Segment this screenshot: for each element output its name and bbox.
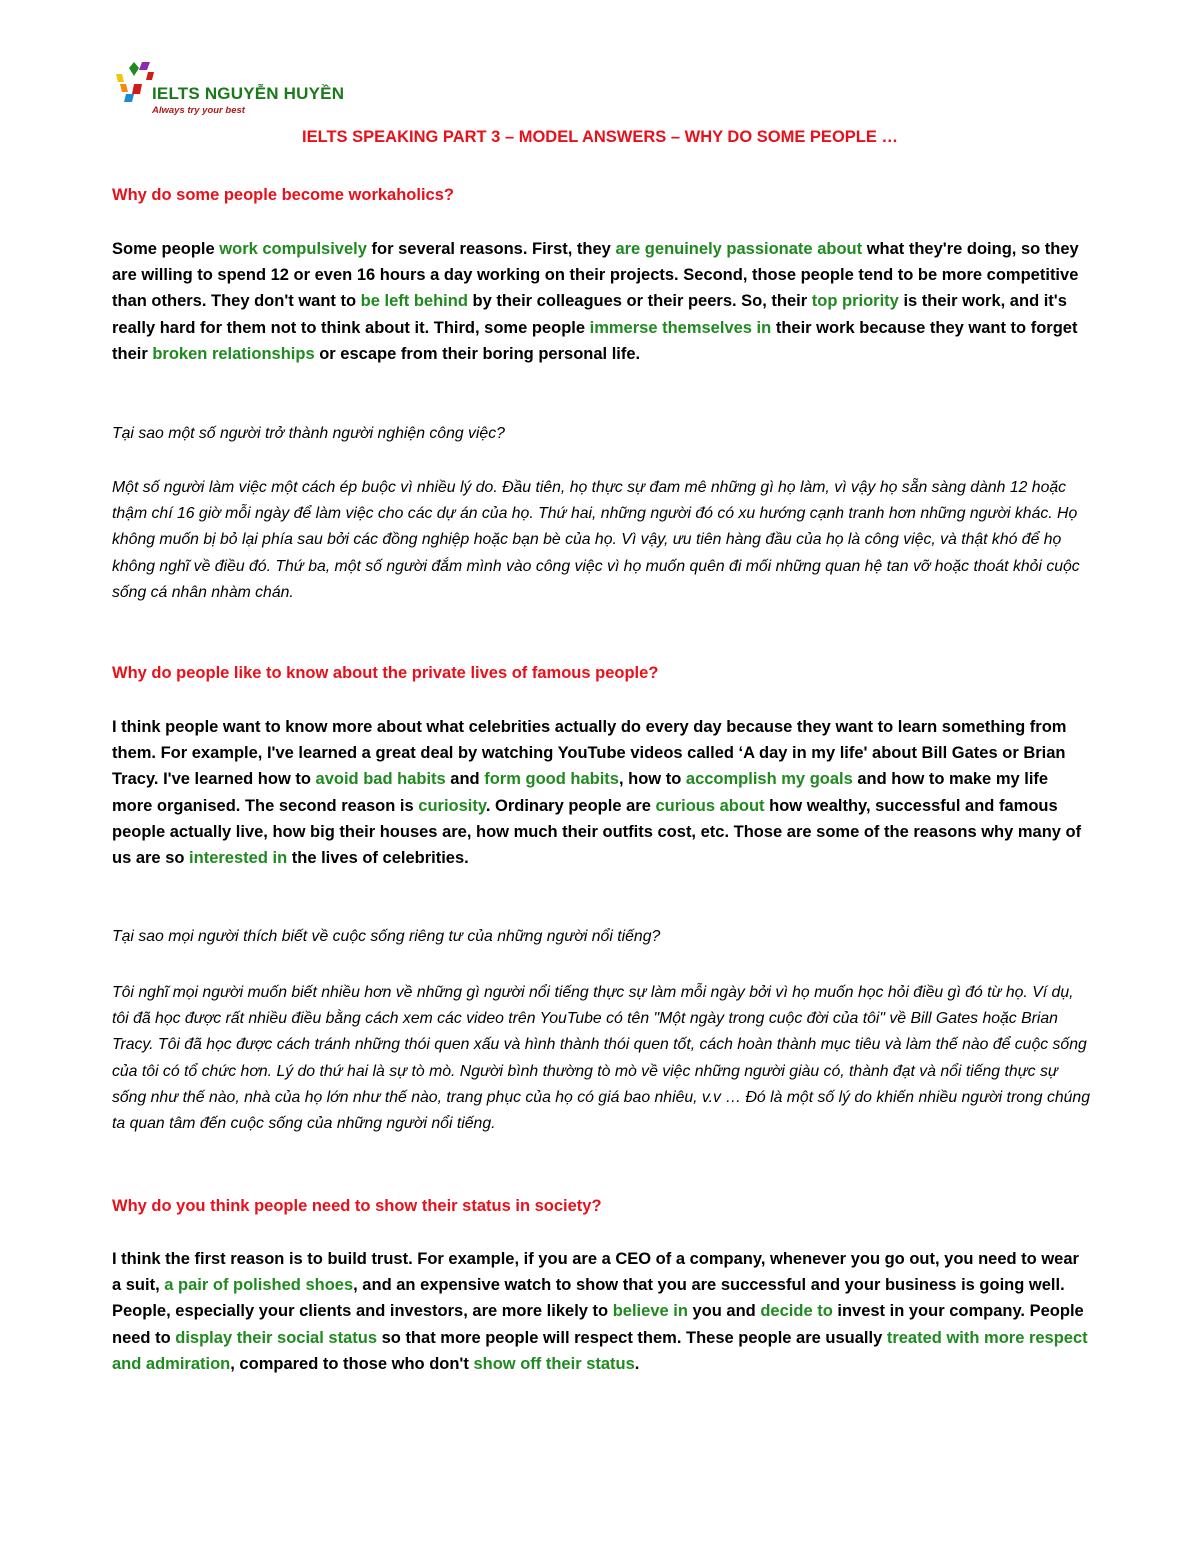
answer-text: by their colleagues or their peers. So, their [467,292,812,311]
highlighted-phrase: decide to [760,1302,833,1321]
logo-tagline: Always try your best [152,105,245,116]
highlighted-phrase: be left behind [360,292,468,311]
answer-text: you and [687,1302,761,1321]
answer-text: what they're doing, so they are willing to spend 12 or even 16 hours a day working on their projects. Second, those people tend to be more competitive than others. They don't want to [112,240,1079,311]
answer-text: for several reasons. First, they [366,240,616,258]
answer-text: their work because they want to forget their [112,318,1078,363]
answer-text: and how to make my life more organised. The second reason is [112,770,1049,815]
answer-text: . Ordinary people are [485,796,656,815]
highlighted-phrase: top priority [811,292,899,311]
vi-answer-2: Tôi nghĩ mọi người muốn biết nhiều hơn về những gì người nổi tiếng thực sự làm mỗi ngày bởi vì họ muốn học hỏi điều gì đó từ họ. Ví dụ, tôi đã học được rất nhiều điều bằng cách xem các video trên YouTube có tên "Một ngày trong cuộc đời của tôi" về Bill Gates hoặc Brian Tracy. Tôi đã học được cách tránh những thói quen xấu và hình thành thói quen tốt, cách hoàn thành mục tiêu và làm thế nào để cuộc sống của tôi có tổ chức hơn. Lý do thứ hai là sự tò mò. Người bình thường tò mò về việc những người giàu có, thành đạt và nổi tiếng thực sự sống như thế nào, nhà của họ lớn như thế nào, trang phục của họ có giá bao nhiêu, v.v … Đó là một số lý do khiến nhiều người trong chúng ta quan tâm đến cuộc sống của những người nổi tiếng. [112,984,1090,1133]
vi-question-2: Tại sao mọi người thích biết về cuộc sống riêng tư của những người nổi tiếng? [112,928,661,945]
answer-text: so that more people will respect them. These people are usually [377,1328,887,1347]
highlighted-phrase: curiosity [418,796,486,815]
highlighted-phrase: form good habits [484,770,619,789]
highlighted-phrase: a pair of polished shoes [164,1276,354,1295]
document-title: IELTS SPEAKING PART 3 – MODEL ANSWERS – WHY DO SOME PEOPLE … [302,128,898,146]
answer-text: the lives of celebrities. [287,849,469,868]
answer-1 [112,236,1090,367]
highlighted-phrase: broken relationships [152,344,315,363]
highlighted-phrase: treated with more respect and admiration [112,1328,1088,1373]
highlighted-phrase: believe in [612,1302,688,1321]
answer-text: , how to [618,770,686,789]
logo-diamonds-icon [112,58,154,110]
highlighted-phrase: immerse themselves in [589,318,772,337]
question-1: Why do some people become workaholics? [112,186,454,204]
highlighted-phrase: are genuinely passionate about [615,240,863,258]
answer-text: invest in your company. People need to [112,1302,1084,1347]
answer-text: or escape from their boring personal life. [314,344,641,363]
highlighted-phrase: display their social status [175,1328,378,1347]
answer-text: . [634,1354,640,1373]
answer-text: , and an expensive watch to show that you are successful and your business is going well. People, especially your clients and investors, are more likely to [112,1276,1065,1321]
question-3: Why do you think people need to show their status in society? [112,1197,602,1215]
answer-text: how wealthy, successful and famous people actually live, how big their houses are, how much their outfits cost, etc. Those are some of the reasons why many of us are so [112,796,1082,868]
vi-question-1: Tại sao một số người trở thành người nghiện công việc? [112,425,505,442]
answer-2 [112,714,1090,871]
answer-text: , compared to those who don't [230,1354,474,1373]
answer-text: Some people [112,240,220,258]
answer-text: I think the first reason is to build trust. For example, if you are a CEO of a company, whenever you go out, you need to wear a suit, [112,1250,1079,1295]
highlighted-phrase: curious about [655,796,765,815]
highlighted-phrase: show off their status [473,1354,635,1373]
highlighted-phrase: interested in [189,849,288,868]
brand-logo [112,58,352,118]
highlighted-phrase: accomplish my goals [685,770,853,789]
question-2: Why do people like to know about the private lives of famous people? [112,664,659,682]
answer-text: I think people want to know more about what celebrities actually do every day because they want to learn something from them. For example, I've learned a great deal by watching YouTube videos called ‘A day in my life' about Bill Gates or Brian Tracy. I've learned how to [112,718,1067,789]
highlighted-phrase: work compulsively [219,240,367,258]
logo-brand-name: IELTS NGUYỄN HUYỀN [152,84,345,103]
answer-text: is their work, and it's really hard for them not to think about it. Third, some people [112,292,1067,337]
answer-text: and [445,770,485,789]
highlighted-phrase: avoid bad habits [315,770,446,789]
answer-3 [112,1246,1090,1377]
vi-answer-1: Một số người làm việc một cách ép buộc vì nhiều lý do. Đầu tiên, họ thực sự đam mê những gì họ làm, vì vậy họ sẵn sàng dành 12 hoặc thậm chí 16 giờ mỗi ngày để làm việc cho các dự án của họ. Thứ hai, những người đó có xu hướng cạnh tranh hơn những người khác. Họ không muốn bị bỏ lại phía sau bởi các đồng nghiệp hoặc bạn bè của họ. Vì vậy, ưu tiên hàng đầu của họ là công việc, và thật khó để họ không nghĩ về điều đó. Thứ ba, một số người đắm mình vào công việc vì họ muốn quên đi mối những quan hệ tan vỡ hoặc thoát khỏi cuộc sống cá nhân nhàm chán. [112,479,1080,601]
